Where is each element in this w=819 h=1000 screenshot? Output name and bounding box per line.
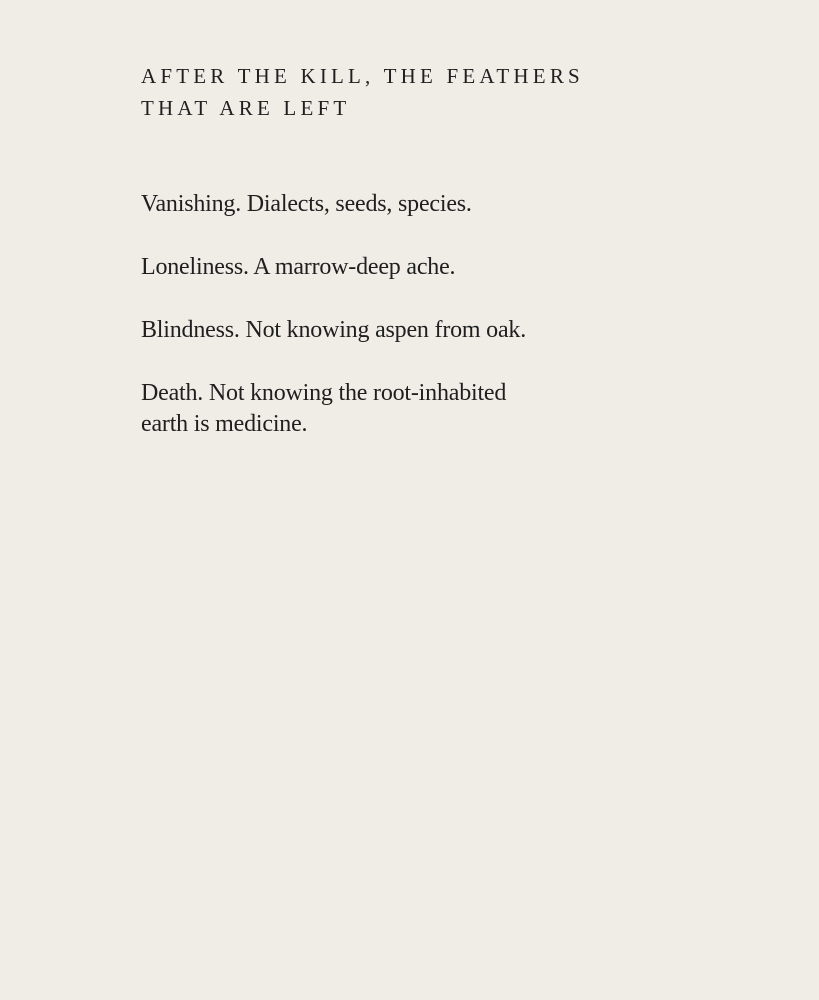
poem-body: [141, 189, 741, 440]
stanza-line: Blindness. Not knowing aspen from oak.: [141, 317, 527, 343]
poem-title: [141, 60, 741, 124]
stanza-line: earth is medicine.: [141, 411, 308, 437]
stanza-line: Vanishing. Dialects, seeds, species.: [141, 191, 472, 217]
stanza-line: Loneliness. A marrow-deep ache.: [141, 254, 456, 280]
stanza: [141, 378, 741, 440]
poem-page: [141, 60, 741, 472]
stanza-line: Death. Not knowing the root-inhabited: [141, 380, 507, 406]
poem-title-line: THAT ARE LEFT: [141, 96, 351, 120]
stanza: [141, 252, 741, 283]
poem-title-line: AFTER THE KILL, THE FEATHERS: [141, 64, 584, 88]
stanza: [141, 315, 741, 346]
stanza: [141, 189, 741, 220]
